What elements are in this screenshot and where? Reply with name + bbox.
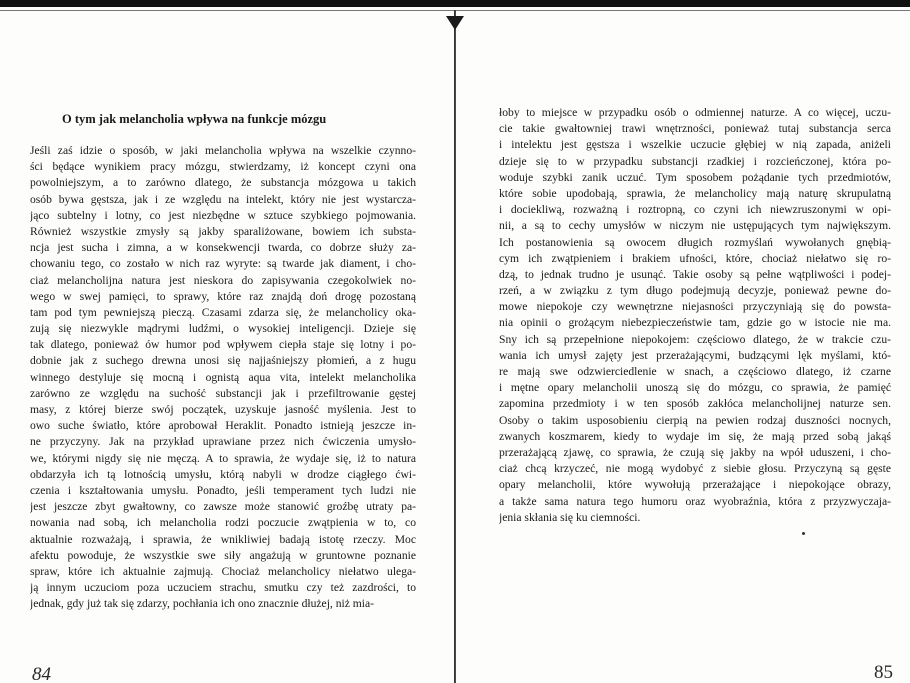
text-line: a także sama natura tego humoru oraz wyobraźnia, która z przyzwyczaja-: [499, 494, 891, 508]
text-line: owo suche światło, które aprobował Heraklit. Ponadto istnieją jeszcze in-: [30, 419, 416, 433]
text-line: aktualnie rozważają, i sprawia, że wnikliwiej badają istotę rzeczy. Moc: [30, 532, 416, 546]
text-line: cym ich zwątpieniem i brakiem ufności, które, chociaż niełatwo się ro-: [499, 251, 891, 265]
text-line: Ich postanowienia są owocem długich rozmyślań wywołanych gnębią-: [499, 235, 891, 249]
text-line: Sny ich są przepełnione niepokojem: częściowo dlatego, że w trakcie czu-: [499, 332, 891, 346]
text-line: we, którymi nigdy się nie męczą. A to sprawia, że wydaje się, iż to natura: [30, 451, 416, 465]
right-page: [456, 0, 910, 683]
text-line: dzieje się to w przypadku substancji rzadkiej i rozcieńczonej, która po-: [499, 154, 891, 168]
text-line: łoby to miejsce w przypadku osób o odmiennej naturze. A co więcej, uczu-: [499, 106, 891, 119]
left-body-text: [30, 143, 416, 612]
text-line: nia opinii o grożącym niebezpieczeństwie tam, gdzie go w istocie nie ma.: [499, 316, 891, 330]
text-line: i dociekliwą, rozważną i roztropną, co czyni ich niewzruszonymi w opi-: [499, 203, 891, 217]
text-line: masy, z której bierze swój początek, uzyskuje jasność myślenia. Jest to: [30, 403, 416, 416]
text-line: wania ich umysł zajęty jest przerażającymi, budzącymi lęk myślami, któ-: [499, 348, 891, 362]
stray-dot-mark: [802, 532, 805, 535]
text-line: jest jeszcze zbyt gwałtowny, co zawsze może stanowić groźbę utraty pa-: [30, 500, 416, 514]
text-line: ne przyczyny. Jak na przykład uprawiane przez nich ćwiczenia umysło-: [30, 435, 416, 449]
text-line: wego w swej pamięci, to sprawy, które raz znajdą doń drogę pozostaną: [30, 289, 416, 303]
text-line: rzeń, a w związku z tym długo podejmują decyzje, ponieważ pewne do-: [499, 284, 891, 298]
text-line: Jeśli zaś idzie o sposób, w jaki melancholia wpływa na wszelkie czynno-: [30, 144, 416, 157]
page-number-right: 85: [874, 662, 893, 683]
text-line: ści będące wynikiem pracy mózgu, stwierdzamy, iż koncept czyni ona: [30, 160, 416, 174]
text-line: powolniejszym, a to zarówno dlatego, że substancja mózgowa u takich: [30, 176, 416, 190]
text-line: opary melancholii, które wywołują przerażające i niepokojące obrazy,: [499, 478, 891, 492]
text-line: winnego destyluje się mocną i ognistą aqua vita, intelekt melancholika: [30, 370, 416, 384]
text-line: tam pod tym pewniejszą pieczą. Czasami zdarza się, że melancholicy oka-: [30, 305, 416, 319]
text-line: jednak, gdy już tak się zdarzy, pochłania ich ono znacznie dłużej, niż mia-: [30, 597, 375, 611]
text-line: przerażającą zjawę, co sprawia, że czują się jakby na wpół uduszeni, i cho-: [499, 445, 891, 459]
text-line: jąco subtelny i lotny, co jest niezbędne w sztuce szybkiego pojmowania.: [30, 208, 416, 222]
text-line: zują się niezwykle mądrymi ludźmi, o wysokiej inteligencji. Dzieje się: [30, 322, 416, 336]
text-line: ciaż chcą krzyczeć, nie mogą wydobyć z siebie głosu. Przyczyną są gęste: [499, 462, 891, 476]
text-line: woduje szybki zanik uczuć. Tym sposobem pożądanie tych przedmiotów,: [499, 170, 891, 184]
text-line: osób bywa gęstsza, jak i ze względu na intelekt, który nie jest wystarcza-: [30, 192, 416, 206]
right-body-text: [499, 105, 891, 526]
text-line: nowania nad sobą, ich melancholia rodzi poczucie zwątpienia w to, co: [30, 516, 416, 530]
text-line: obdarzyła ich tą lotnością umysłu, którą nabyli w drodze ciągłego ćwi-: [30, 467, 416, 481]
text-line: ją innym uczuciom poza uczuciem strachu, smutku czy też zazdrości, to: [30, 581, 416, 595]
text-line: zwanych koszmarem, kiedy to wydaje im się, że mają przed sobą jakąś: [499, 429, 891, 443]
text-line: czenia i kształtowania umysłu. Ponadto, jeśli temperament tych ludzi nie: [30, 483, 416, 497]
text-line: Osoby o takim usposobieniu cierpią na pewien rodzaj duszności nocnych,: [499, 413, 891, 427]
text-line: mowe niepokoje czy wewnętrzne niejasności przyczyniają się do powsta-: [499, 300, 891, 314]
left-page: [0, 0, 454, 683]
text-line: które sobie upodobają, sprawia, że melancholicy mają naturę skrupulatną: [499, 186, 891, 200]
text-line: i mętne opary melancholii unoszą się do mózgu, co sprawia, że pamięć: [499, 381, 891, 395]
text-line: zapomina przedmioty i w ten sposób zakłóca melancholijnej naturze sen.: [499, 397, 891, 411]
text-line: nii, a są to cechy umysłów w niczym nie ustępujących tym największym.: [499, 219, 891, 233]
text-line: cie takie gwałtowniej trawi wnętrzności, ponieważ tutaj substancja serca: [499, 122, 891, 136]
text-line: tak dlatego, ponieważ ów humor pod wpływem ciepła staje się lotny i po-: [30, 338, 416, 352]
text-line: Również wszystkie zmysły są jakby sparaliżowane, bowiem ich substa-: [30, 224, 416, 238]
text-line: chowaniu tego, co zostało w nich raz wyryte: są twarde jak diament, i cho-: [30, 257, 416, 271]
chapter-title: O tym jak melancholia wpływa na funkcje mózgu: [62, 112, 327, 126]
text-line: dobnie jak z suchego drewna unosi się najjaśniejszy płomień, a z hugu: [30, 354, 416, 368]
text-line: re mają swe odzwierciedlenie w snach, a częściowo dlatego, iż czarne: [499, 365, 891, 378]
text-line: afektu powoduje, że wszystkie swe siły angażują w gruntowne poznanie: [30, 548, 416, 562]
text-line: i intelektu jest gęstsza i wszelkie uczucie głębiej w nią zapada, aniżeli: [499, 138, 891, 152]
text-line: spraw, które ich aktualnie zajmują. Chociaż melancholicy niełatwo ulega-: [30, 564, 416, 578]
text-line: ncja jest sucha i zimna, a w konsekwencji twarda, co dobrze służy za-: [30, 241, 416, 255]
page-number-left: 84: [32, 664, 51, 683]
text-line: zarówno ze względu na suchość substancji jak i przefiltrowanie gęstej: [30, 386, 416, 400]
text-line: dzą, to jednak trudno je usunąć. Takie osoby są pełne wątpliwości i podej-: [499, 267, 891, 281]
text-line: jenia skłania się ku ciemności.: [499, 510, 641, 524]
text-line: ciaż melancholijna natura jest nieskora do zapisywania czegokolwiek no-: [30, 273, 416, 287]
